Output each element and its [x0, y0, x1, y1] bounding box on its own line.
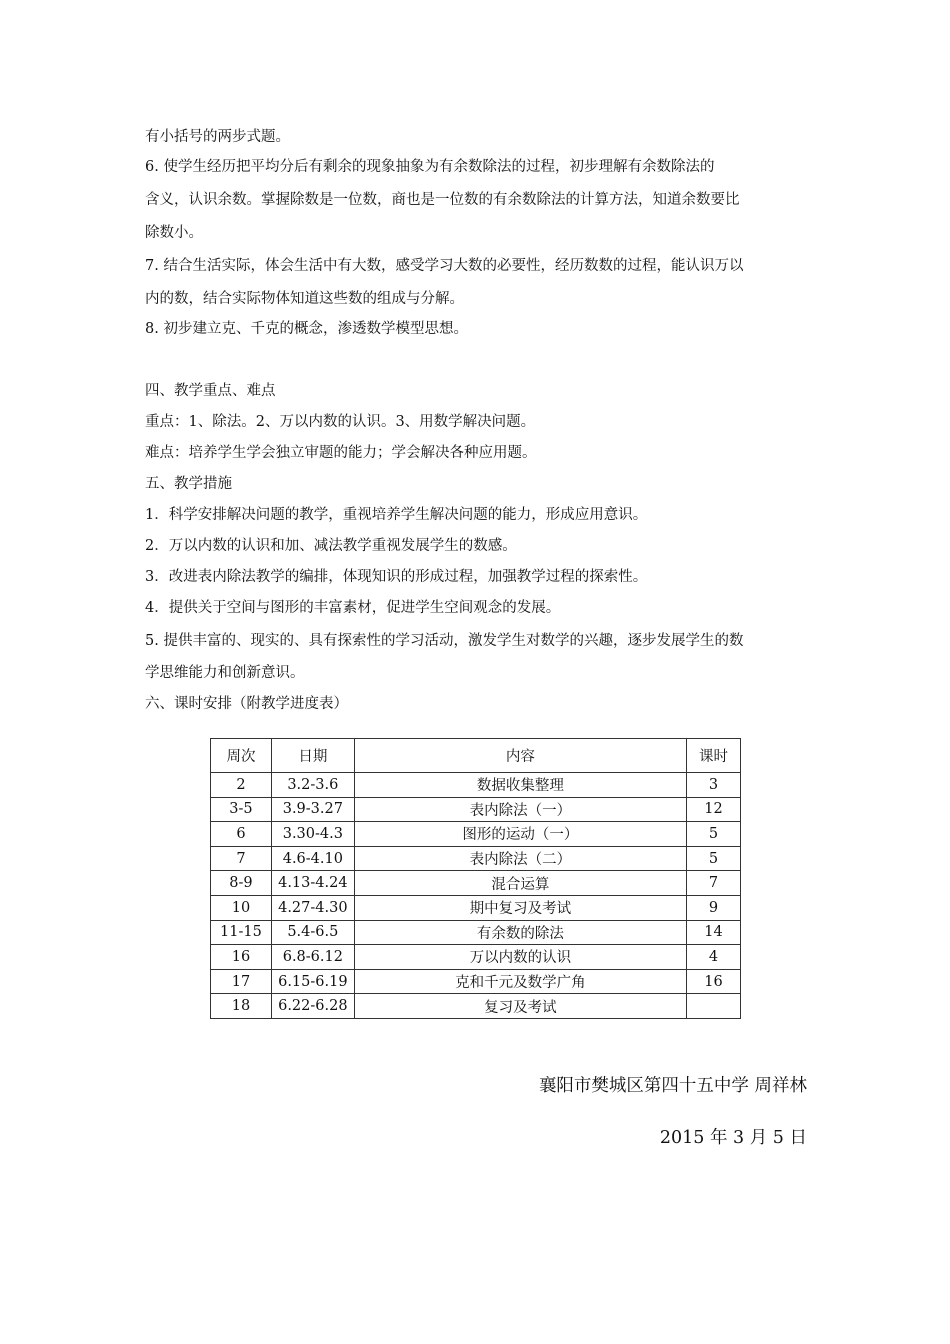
hours-cell: 4 [687, 945, 741, 970]
table-row [211, 871, 741, 896]
table-row [211, 994, 741, 1019]
table-row [211, 920, 741, 945]
date-cell: 4.13-4.24 [271, 871, 354, 896]
column-header: 内容 [354, 739, 686, 773]
section-heading: 五、教学措施 [145, 476, 232, 492]
hours-cell: 7 [687, 871, 741, 896]
column-header: 日期 [271, 739, 354, 773]
week-cell: 18 [211, 994, 272, 1019]
week-cell: 16 [211, 945, 272, 970]
paragraph-line: 重点：1、除法。2、万以内数的认识。3、用数学解决问题。 [145, 414, 536, 430]
table-row [211, 822, 741, 847]
date-cell: 4.27-4.30 [271, 895, 354, 920]
content-cell: 表内除法（一） [354, 797, 686, 822]
column-header: 周次 [211, 739, 272, 773]
week-cell: 6 [211, 822, 272, 847]
table-row [211, 773, 741, 798]
date-cell: 6.22-6.28 [271, 994, 354, 1019]
section-heading: 六、课时安排（附教学进度表） [145, 696, 348, 712]
signature-author: 襄阳市樊城区第四十五中学 周祥林 [538, 1076, 807, 1096]
content-cell: 有余数的除法 [354, 920, 686, 945]
table-row [211, 846, 741, 871]
list-item: 5. 提供丰富的、现实的、具有探索性的学习活动，激发学生对数学的兴趣，逐步发展学生的数 [145, 633, 744, 649]
hours-cell: 5 [687, 822, 741, 847]
paragraph-line: 7. 结合生活实际，体会生活中有大数，感受学习大数的必要性，经历数数的过程，能认识万以 [145, 258, 744, 274]
hours-cell: 9 [687, 895, 741, 920]
paragraph-line: 内的数，结合实际物体知道这些数的组成与分解。 [145, 291, 464, 307]
week-cell: 8-9 [211, 871, 272, 896]
date-cell: 6.8-6.12 [271, 945, 354, 970]
list-item: 1．科学安排解决问题的教学，重视培养学生解决问题的能力，形成应用意识。 [145, 507, 648, 523]
content-cell: 图形的运动（一） [354, 822, 686, 847]
hours-cell: 14 [687, 920, 741, 945]
content-cell: 期中复习及考试 [354, 895, 686, 920]
paragraph-line: 有小括号的两步式题。 [145, 129, 290, 145]
list-item: 2．万以内数的认识和加、减法教学重视发展学生的数感。 [145, 538, 517, 554]
hours-cell: 16 [687, 969, 741, 994]
paragraph-line: 8. 初步建立克、千克的概念，渗透数学模型思想。 [145, 321, 468, 337]
hours-cell: 3 [687, 773, 741, 798]
date-cell: 3.30-4.3 [271, 822, 354, 847]
list-item: 3．改进表内除法教学的编排，体现知识的形成过程，加强教学过程的探索性。 [145, 569, 648, 585]
hours-cell [687, 994, 741, 1019]
content-cell: 混合运算 [354, 871, 686, 896]
week-cell: 11-15 [211, 920, 272, 945]
table-row [211, 945, 741, 970]
schedule-table [210, 738, 741, 1019]
paragraph-line: 难点：培养学生学会独立审题的能力；学会解决各种应用题。 [145, 445, 537, 461]
content-cell: 克和千元及数学广角 [354, 969, 686, 994]
week-cell: 17 [211, 969, 272, 994]
table-row [211, 969, 741, 994]
paragraph-line: 6. 使学生经历把平均分后有剩余的现象抽象为有余数除法的过程，初步理解有余数除法的 [145, 159, 715, 175]
date-cell: 4.6-4.10 [271, 846, 354, 871]
table-row [211, 895, 741, 920]
date-cell: 5.4-6.5 [271, 920, 354, 945]
date-cell: 3.9-3.27 [271, 797, 354, 822]
content-cell: 复习及考试 [354, 994, 686, 1019]
week-cell: 10 [211, 895, 272, 920]
week-cell: 7 [211, 846, 272, 871]
content-cell: 表内除法（二） [354, 846, 686, 871]
table-header-row [211, 739, 741, 773]
week-cell: 2 [211, 773, 272, 798]
list-item: 4．提供关于空间与图形的丰富素材，促进学生空间观念的发展。 [145, 600, 561, 616]
content-cell: 万以内数的认识 [354, 945, 686, 970]
section-heading: 四、教学重点、难点 [145, 383, 276, 399]
signature-date: 2015 年 3 月 5 日 [659, 1128, 807, 1148]
content-cell: 数据收集整理 [354, 773, 686, 798]
date-cell: 6.15-6.19 [271, 969, 354, 994]
paragraph-line: 学思维能力和创新意识。 [145, 665, 305, 681]
column-header: 课时 [687, 739, 741, 773]
paragraph-line: 除数小。 [145, 225, 203, 241]
week-cell: 3-5 [211, 797, 272, 822]
date-cell: 3.2-3.6 [271, 773, 354, 798]
paragraph-line: 含义，认识余数。掌握除数是一位数，商也是一位数的有余数除法的计算方法，知道余数要比 [145, 192, 740, 208]
table-row [211, 797, 741, 822]
hours-cell: 12 [687, 797, 741, 822]
hours-cell: 5 [687, 846, 741, 871]
